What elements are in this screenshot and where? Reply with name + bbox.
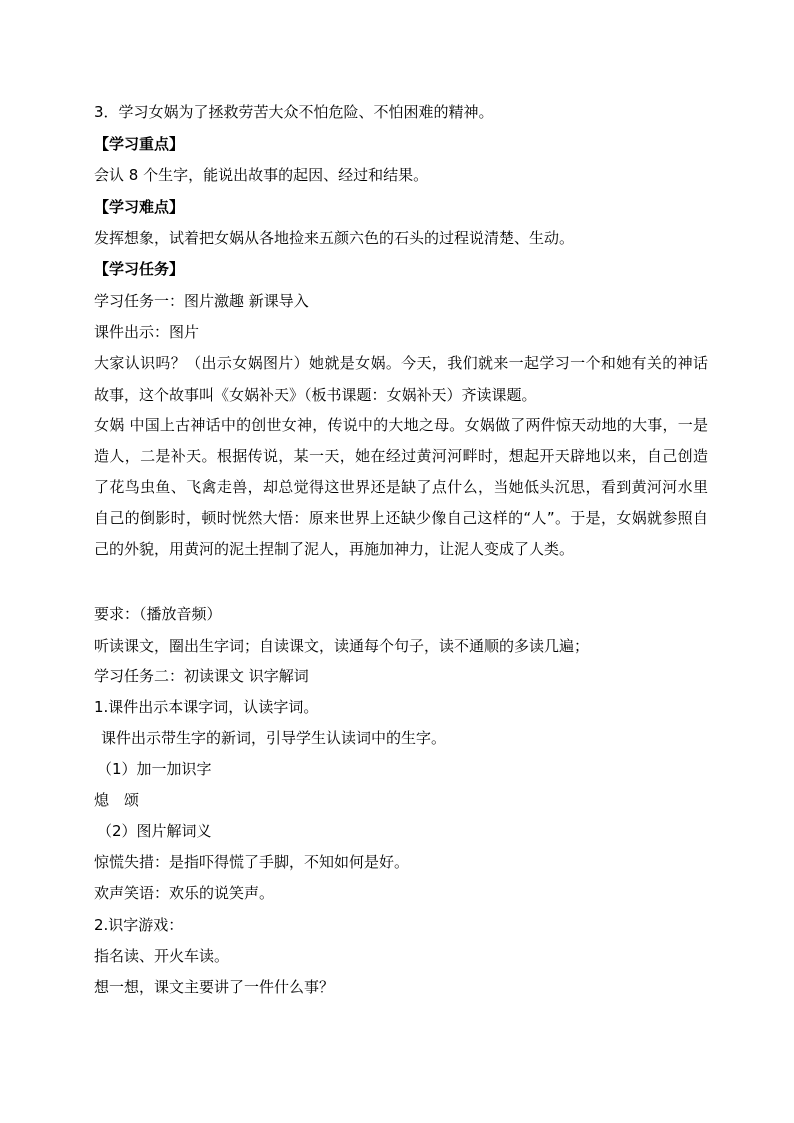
task-two-title: 学习任务二：初读课文 识字解词 xyxy=(94,667,309,685)
learning-objective-3: 3．学习女娲为了拯救劳苦大众不怕危险、不怕困难的精神。 xyxy=(94,103,494,121)
key-points-heading: 【学习重点】 xyxy=(94,135,185,153)
nuwa-paragraph: 女娲 中国上古神话中的创世女神，传说中的大地之母。女娲做了两件惊天动地的大事，一是造人，二是补天。根据传说，某一天，她在经过黄河河畔时，想起开天辟地以来，自己创造了花鸟虫鱼、飞禽走兽，却总觉得这世界还是缺了点什么，当她低头沉思，看到黄河河水里自己的倒影时，顿时恍然大悟：原来世界上还缺少像自己这样的“人”。于是，女娲就参照自己的外貌，用黄河的泥土捏制了泥人，再施加神力，让泥人变成了人类。 xyxy=(94,416,708,558)
requirement-text: 要求：（播放音频） xyxy=(94,605,222,623)
difficulty-heading: 【学习难点】 xyxy=(94,198,185,216)
sub-item-one: （1）加一加识字 xyxy=(97,760,212,778)
new-characters: 熄 颂 xyxy=(94,791,140,809)
courseware-picture: 课件出示：图片 xyxy=(94,323,200,341)
step-one: 1.课件出示本课字词，认读字词。 xyxy=(94,698,319,716)
word-definition-1: 惊慌失措：是指吓得慌了手脚，不知如何是好。 xyxy=(94,853,410,871)
task-one-title: 学习任务一：图片激趣 新课导入 xyxy=(94,292,309,310)
summary-question: 想一想，课文主要讲了一件什么事？ xyxy=(94,978,335,996)
listen-read-instructions: 听读课文，圈出生字词；自读课文，读通每个句子，读不通顺的多读几遍； xyxy=(94,637,590,655)
sub-item-two: （2）图片解词义 xyxy=(97,822,212,840)
step-two: 2.识字游戏： xyxy=(94,916,184,934)
word-definition-2: 欢声笑语：欢乐的说笑声。 xyxy=(94,884,275,902)
step-one-detail: 课件出示带生字的新词，引导学生认读词中的生字。 xyxy=(101,729,447,747)
game-instructions: 指名读、开火车读。 xyxy=(94,947,230,965)
difficulty-text: 发挥想象，试着把女娲从各地捡来五颜六色的石头的过程说清楚、生动。 xyxy=(94,229,575,247)
learning-tasks-heading: 【学习任务】 xyxy=(94,260,185,278)
key-points-text: 会认 8 个生字，能说出故事的起因、经过和结果。 xyxy=(94,166,429,184)
intro-paragraph: 大家认识吗？（出示女娲图片）她就是女娲。今天，我们就来一起学习一个和她有关的神话故事，这个故事叫《女娲补天》（板书课题：女娲补天）齐读课题。 xyxy=(94,354,708,404)
